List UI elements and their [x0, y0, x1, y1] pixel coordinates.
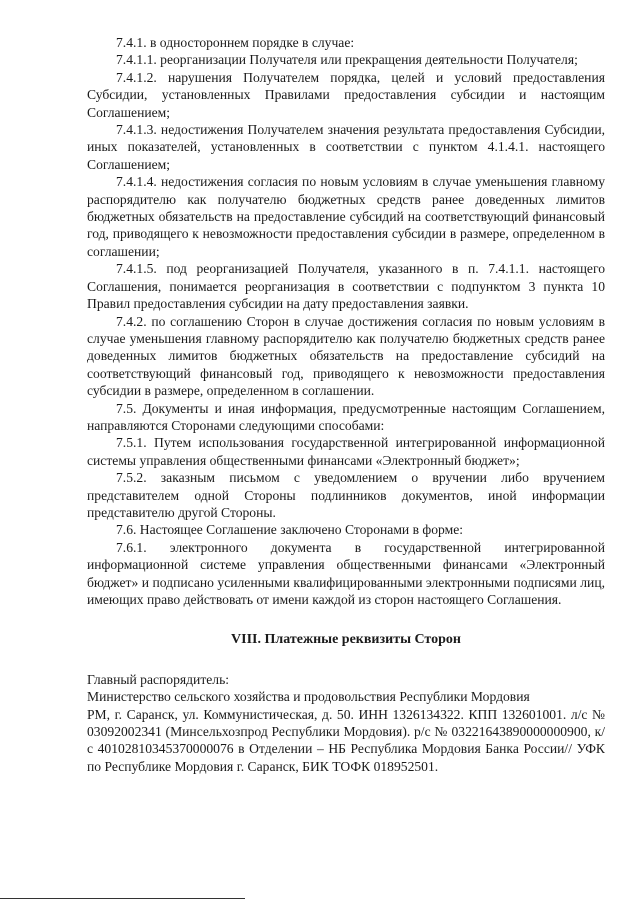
paragraph-7-6: 7.6. Настоящее Соглашение заключено Сторонами в форме: — [116, 522, 464, 538]
requisites-details: РМ, г. Саранск, ул. Коммунистическая, д. 50. ИНН 1326134322. КПП 132601001. л/с № 03092002341 (Минсельхозпрод Республики Мордовия). р/с № 03221643890000000900, к/с 40102810345370000076 в Отделении – НБ Республика Мордовия Банка России// УФК по Республике Мордовия г. Саранск, БИК ТОФК 018952501. — [87, 706, 605, 774]
paragraph-7-6-1: 7.6.1. электронного документа в государственной интегрированной информационной системе управления общественными финансами «Электронный бюджет» и подписано усиленными квалифицированными электронными подписями лиц, имеющих право действовать от имени каждой из сторон настоящего Соглашения. — [87, 539, 605, 607]
paragraph-7-4-1-1: 7.4.1.1. реорганизации Получателя или прекращения деятельности Получателя; — [116, 52, 578, 68]
requisites-role: Главный распорядитель: — [87, 671, 230, 687]
paragraph-7-4-1: 7.4.1. в одностороннем порядке в случае: — [116, 35, 355, 50]
paragraph-7-5-1: 7.5.1. Путем использования государственной интегрированной информационной системы управления общественными финансами «Электронный бюджет»; — [87, 435, 605, 468]
footnote-divider — [0, 898, 245, 899]
paragraph-7-4-1-5: 7.4.1.5. под реорганизацией Получателя, указанного в п. 7.4.1.1. настоящего Соглашения, понимается реорганизация в соответствии с подпунктом 3 пункта 10 Правил предоставления субсидии на дату предоставления заявки. — [87, 261, 605, 312]
document-page — [87, 34, 605, 775]
payment-requisites — [87, 671, 605, 775]
section-title: VIII. Платежные реквизиты Сторон — [231, 632, 461, 648]
paragraph-7-4-1-2: 7.4.1.2. нарушения Получателем порядка, целей и условий предоставления Субсидии, установленных Правилами предоставления субсидии и настоящим Соглашением; — [87, 69, 605, 120]
paragraph-7-4-1-4: 7.4.1.4. недостижения согласия по новым условиям в случае уменьшения главному распорядителю как получателю бюджетных средств ранее доведенных лимитов бюджетных обязательств на предоставление субсидий на соответствующий финансовый год, приводящего к невозможности предоставления субсидии в размере, определенном в соглашении; — [87, 174, 605, 259]
paragraph-7-5-2: 7.5.2. заказным письмом с уведомлением о вручении либо вручением представителем одной Стороны подлинников документов, иной информации представителю другой Стороны. — [87, 470, 605, 520]
paragraph-7-4-2: 7.4.2. по соглашению Сторон в случае достижения согласия по новым условиям в случае уменьшения главному распорядителю как получателю бюджетных средств ранее доведенных лимитов бюджетных обязательств на предоставление субсидий на соответствующий финансовый год, приводящего к невозможности предоставления субсидии в размере, определенном в соглашении. — [87, 313, 605, 399]
paragraph-7-5: 7.5. Документы и иная информация, предусмотренные настоящим Соглашением, направляются Сторонами следующими способами: — [87, 400, 605, 433]
requisites-organization: Министерство сельского хозяйства и продовольствия Республики Мордовия — [87, 689, 530, 705]
paragraph-7-4-1-3: 7.4.1.3. недостижения Получателем значения результата предоставления Субсидии, иных показателей, установленных в соответствии с пунктом 4.1.4.1. настоящего Соглашением; — [87, 122, 605, 172]
